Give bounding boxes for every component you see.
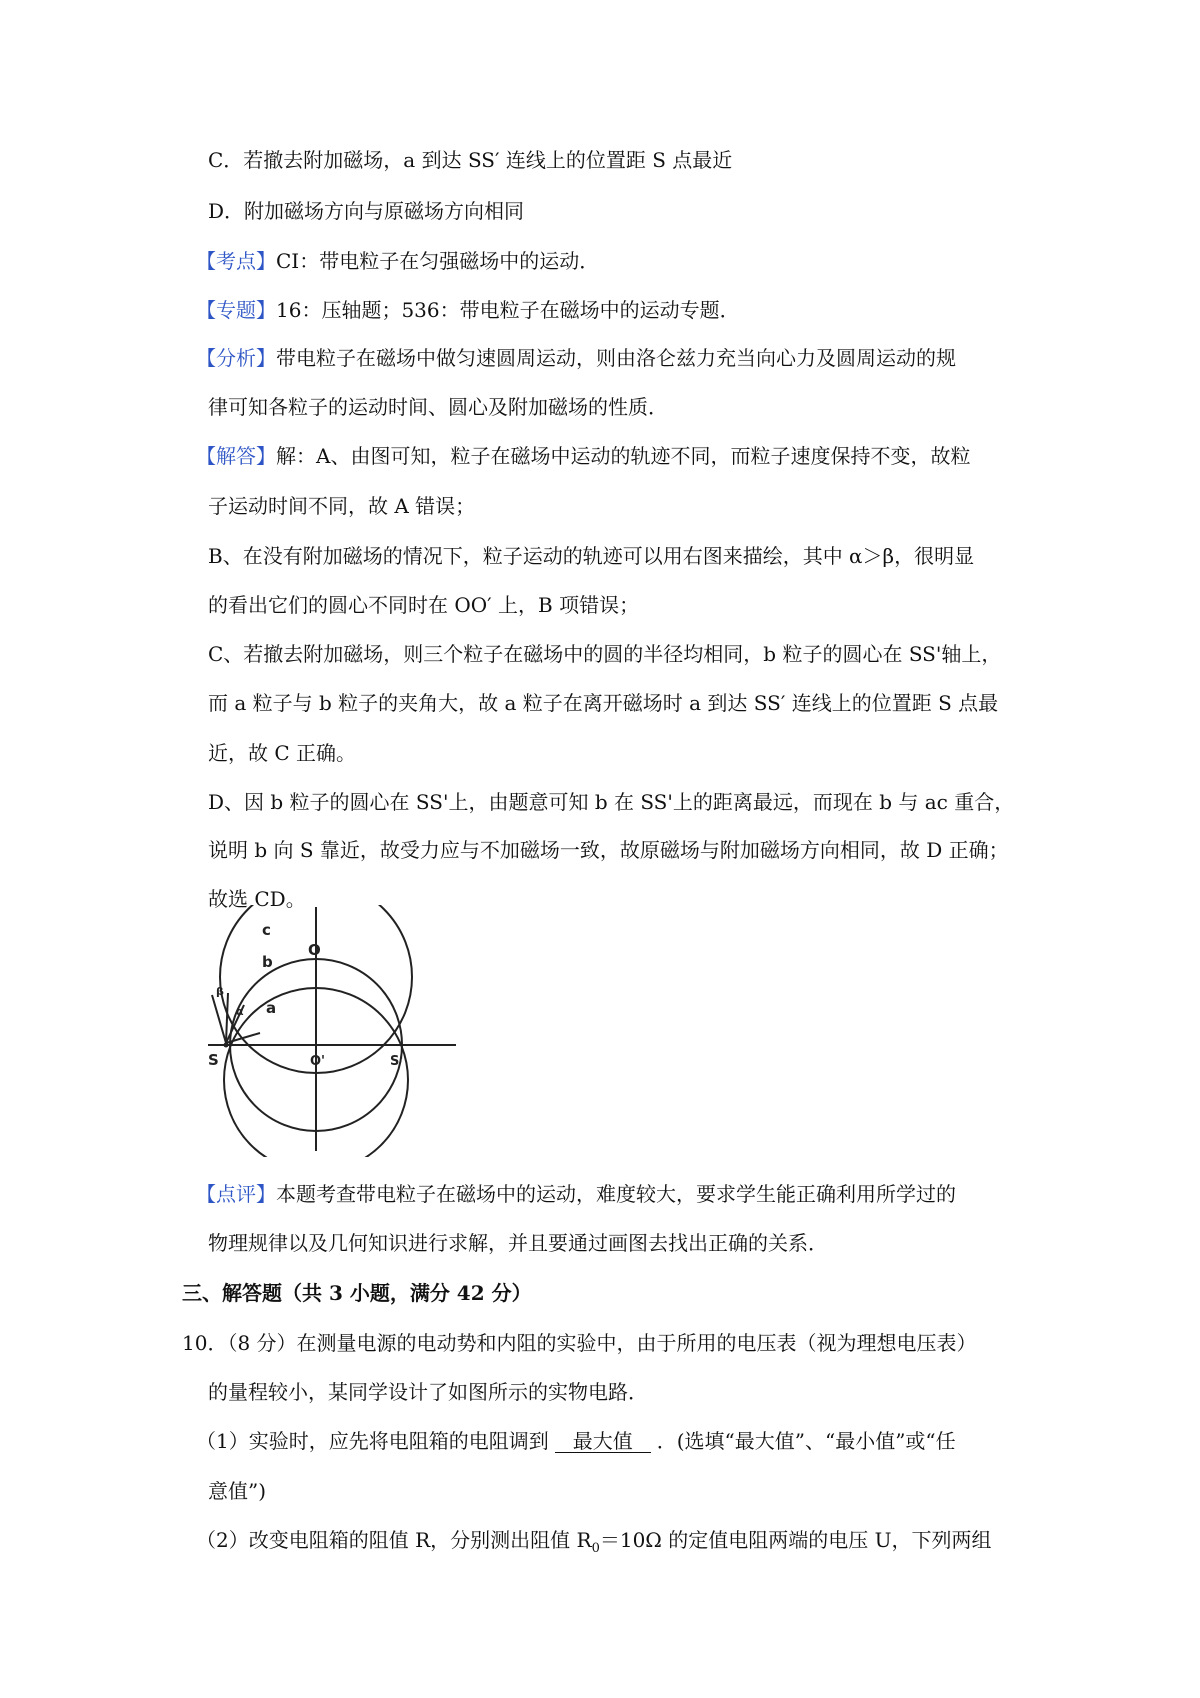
q10-part2-line-1 <box>196 1526 991 1563</box>
d-option: D．附加磁场方向与原磁场方向相同 <box>208 199 525 223</box>
q10-part2-after: ＝10Ω 的定值电阻两端的电压 U，下列两组 <box>599 1528 992 1552</box>
label-a: a <box>266 999 277 1017</box>
kaodian-line <box>196 247 599 275</box>
fenxi-text-1: 带电粒子在磁场中做匀速圆周运动，则由洛仑兹力充当向心力及圆周运动的规 <box>276 346 956 370</box>
jieda-text-1: 解：A、由图可知，粒子在磁场中运动的轨迹不同，而粒子速度保持不变，故粒 <box>276 444 971 468</box>
zhuanti-text: 16：压轴题；536：带电粒子在磁场中的运动专题． <box>276 298 740 322</box>
label-o: O <box>308 941 321 959</box>
c-answer-line-3: 近，故 C 正确。 <box>208 741 357 765</box>
jieda-line-2: 子运动时间不同，故 A 错误； <box>208 494 476 518</box>
zhuanti-tag: 【专题】 <box>196 298 276 322</box>
section-heading: 三、解答题（共 3 小题，满分 42 分） <box>182 1281 532 1305</box>
kaodian-tag: 【考点】 <box>196 249 276 273</box>
label-b: b <box>262 953 273 971</box>
dianping-line-2: 物理规律以及几何知识进行求解，并且要通过画图去找出正确的关系． <box>208 1231 828 1255</box>
label-c: c <box>262 921 271 939</box>
q10-part2-subscript: 0 <box>591 1541 600 1556</box>
dianping-text-1: 本题考查带电粒子在磁场中的运动，难度较大，要求学生能正确利用所学过的 <box>276 1182 956 1206</box>
q10-line-1: 10．（8 分）在测量电源的电动势和内阻的实验中，由于所用的电压表（视为理想电压表） <box>182 1331 977 1355</box>
q10-part1-prompt: （1）实验时，应先将电阻箱的电阻调到 <box>196 1429 549 1453</box>
jieda-line-1 <box>196 442 970 470</box>
b-answer-line-2: 的看出它们的圆心不同时在 OO′ 上，B 项错误； <box>208 593 640 617</box>
d-answer-line-3: 故选 CD。 <box>208 887 306 911</box>
c-option: C．若撤去附加磁场，a 到达 SS′ 连线上的位置距 S 点最近 <box>208 148 733 172</box>
q10-line-2: 的量程较小，某同学设计了如图所示的实物电路． <box>208 1380 648 1404</box>
q10-part1-line-1 <box>196 1427 956 1455</box>
fenxi-line-2: 律可知各粒子的运动时间、圆心及附加磁场的性质． <box>208 395 668 419</box>
kaodian-text: CI：带电粒子在匀强磁场中的运动． <box>276 249 600 273</box>
label-alpha: α <box>236 1005 244 1018</box>
trajectory-figure <box>208 905 458 1157</box>
label-beta: β <box>216 985 224 998</box>
q10-part1-options: ．(选填“最大值”、“最小值”或“任 <box>656 1429 956 1453</box>
c-answer-line-2: 而 a 粒子与 b 粒子的夹角大，故 a 粒子在离开磁场时 a 到达 SS′ 连线上的位置距 S 点最 <box>208 691 999 715</box>
dianping-line-1 <box>196 1180 956 1208</box>
q10-part1-line-2: 意值”) <box>208 1479 267 1503</box>
point-s <box>224 1043 229 1048</box>
dianping-tag: 【点评】 <box>196 1182 276 1206</box>
label-s: S <box>208 1051 219 1069</box>
fenxi-line-1 <box>196 344 956 372</box>
q10-part1-answer: 最大值 <box>555 1430 651 1453</box>
d-answer-line-2: 说明 b 向 S 靠近，故受力应与不加磁场一致，故原磁场与附加磁场方向相同，故 D 正确； <box>208 838 1009 862</box>
fenxi-tag: 【分析】 <box>196 346 276 370</box>
b-answer-line-1: B、在没有附加磁场的情况下，粒子运动的轨迹可以用右图来描绘，其中 α＞β，很明显 <box>208 544 975 568</box>
zhuanti-line <box>196 296 740 324</box>
label-s-prime: S' <box>390 1054 404 1069</box>
c-answer-line-1: C、若撤去附加磁场，则三个粒子在磁场中的圆的半径均相同，b 粒子的圆心在 SS'轴上， <box>208 642 1002 666</box>
d-answer-line-1: D、因 b 粒子的圆心在 SS'上，由题意可知 b 在 SS'上的距离最远，而现在 b 与 ac 重合， <box>208 790 1015 814</box>
label-o-prime: O' <box>310 1054 326 1069</box>
q10-part2-before: （2）改变电阻箱的阻值 R，分别测出阻值 R <box>196 1528 592 1552</box>
jieda-tag: 【解答】 <box>196 444 276 468</box>
velocity-arrow-2 <box>226 993 228 1043</box>
